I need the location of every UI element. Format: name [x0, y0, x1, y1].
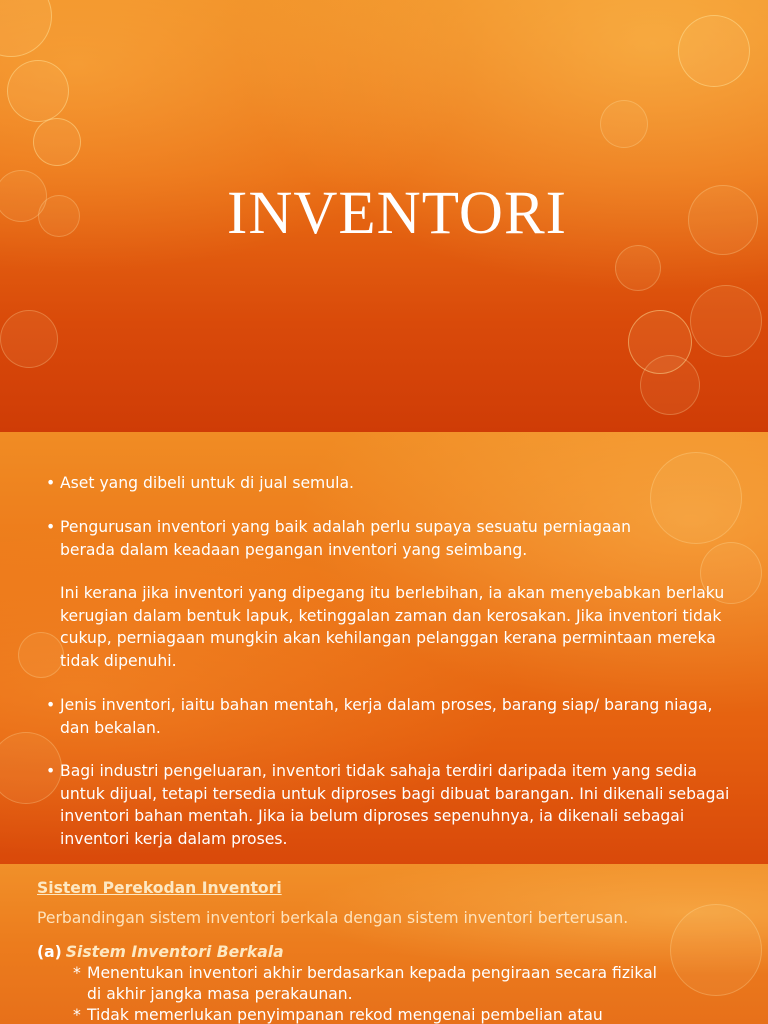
bokeh-circle — [690, 285, 762, 357]
bokeh-circle — [640, 355, 700, 415]
bokeh-circle — [600, 100, 648, 148]
paragraph-text: Pengurusan inventori yang baik adalah perlu supaya sesuatu perniagaan berada dalam keadaan pegangan inventori yang seimbang. — [60, 518, 632, 559]
subsection-letter: (a) — [37, 943, 62, 961]
paragraph-text: Jenis inventori, iaitu bahan mentah, kerja dalam proses, barang siap/ barang niaga, dan bekalan. — [60, 696, 713, 737]
bokeh-circle — [678, 15, 750, 87]
bullet-paragraph — [46, 472, 736, 495]
bullet-paragraph — [46, 516, 646, 561]
subsection-heading — [37, 942, 284, 963]
item-text: Tidak memerlukan penyimpanan rekod mengenai pembelian atau — [87, 1006, 603, 1024]
paragraph — [46, 582, 726, 672]
paragraph-text: Ini kerana jika inventori yang dipegang itu berlebihan, ia akan menyebabkan berlaku kerugian dalam bentuk lapuk, ketinggalan zaman dan kerosakan. Jika inventori tidak cukup, perniagaan mungkin akan kehilangan pelanggan kerana permintaan mereka tidak dipenuhi. — [60, 584, 725, 670]
paragraph-text: Bagi industri pengeluaran, inventori tidak sahaja terdiri daripada item yang sedia untuk dijual, tetapi tersedia untuk diproses bagi dibuat barangan. Ini dikenali sebagai inventori bahan mentah. Jika ia belum diproses sepenuhnya, ia dikenali sebagai inventori kerja dalam proses. — [60, 762, 730, 848]
slide-title-text: INVENTORI — [227, 180, 567, 247]
bokeh-circle — [670, 904, 762, 996]
list-item — [73, 963, 673, 1005]
section-heading: Sistem Perekodan Inventori — [37, 879, 282, 897]
bokeh-circle — [650, 452, 742, 544]
slide-title — [0, 0, 768, 432]
star-glyph: * — [73, 964, 81, 982]
star-glyph: * — [73, 1006, 81, 1024]
bokeh-circle — [0, 0, 52, 57]
bokeh-circle — [7, 60, 69, 122]
bullet-glyph: • — [46, 474, 56, 492]
slide-partial — [0, 864, 768, 1024]
bokeh-circle — [615, 245, 661, 291]
bullet-paragraph — [46, 694, 726, 739]
bokeh-circle — [0, 310, 58, 368]
intro-text: Perbandingan sistem inventori berkala dengan sistem inventori berterusan. — [37, 909, 629, 927]
slide-content — [0, 432, 768, 864]
subsection-name: Sistem Inventori Berkala — [65, 943, 284, 961]
bullet-glyph: • — [46, 762, 56, 780]
bokeh-circle — [688, 185, 758, 255]
bokeh-circle — [38, 195, 80, 237]
bullet-paragraph — [46, 760, 736, 850]
list-item — [73, 1005, 713, 1024]
item-text: Menentukan inventori akhir berdasarkan kepada pengiraan secara fizikal di akhir jangka masa perakaunan. — [87, 964, 657, 1003]
bullet-glyph: • — [46, 696, 56, 714]
bullet-glyph: • — [46, 518, 56, 536]
bokeh-circle — [33, 118, 81, 166]
paragraph-text: Aset yang dibeli untuk di jual semula. — [60, 474, 354, 492]
